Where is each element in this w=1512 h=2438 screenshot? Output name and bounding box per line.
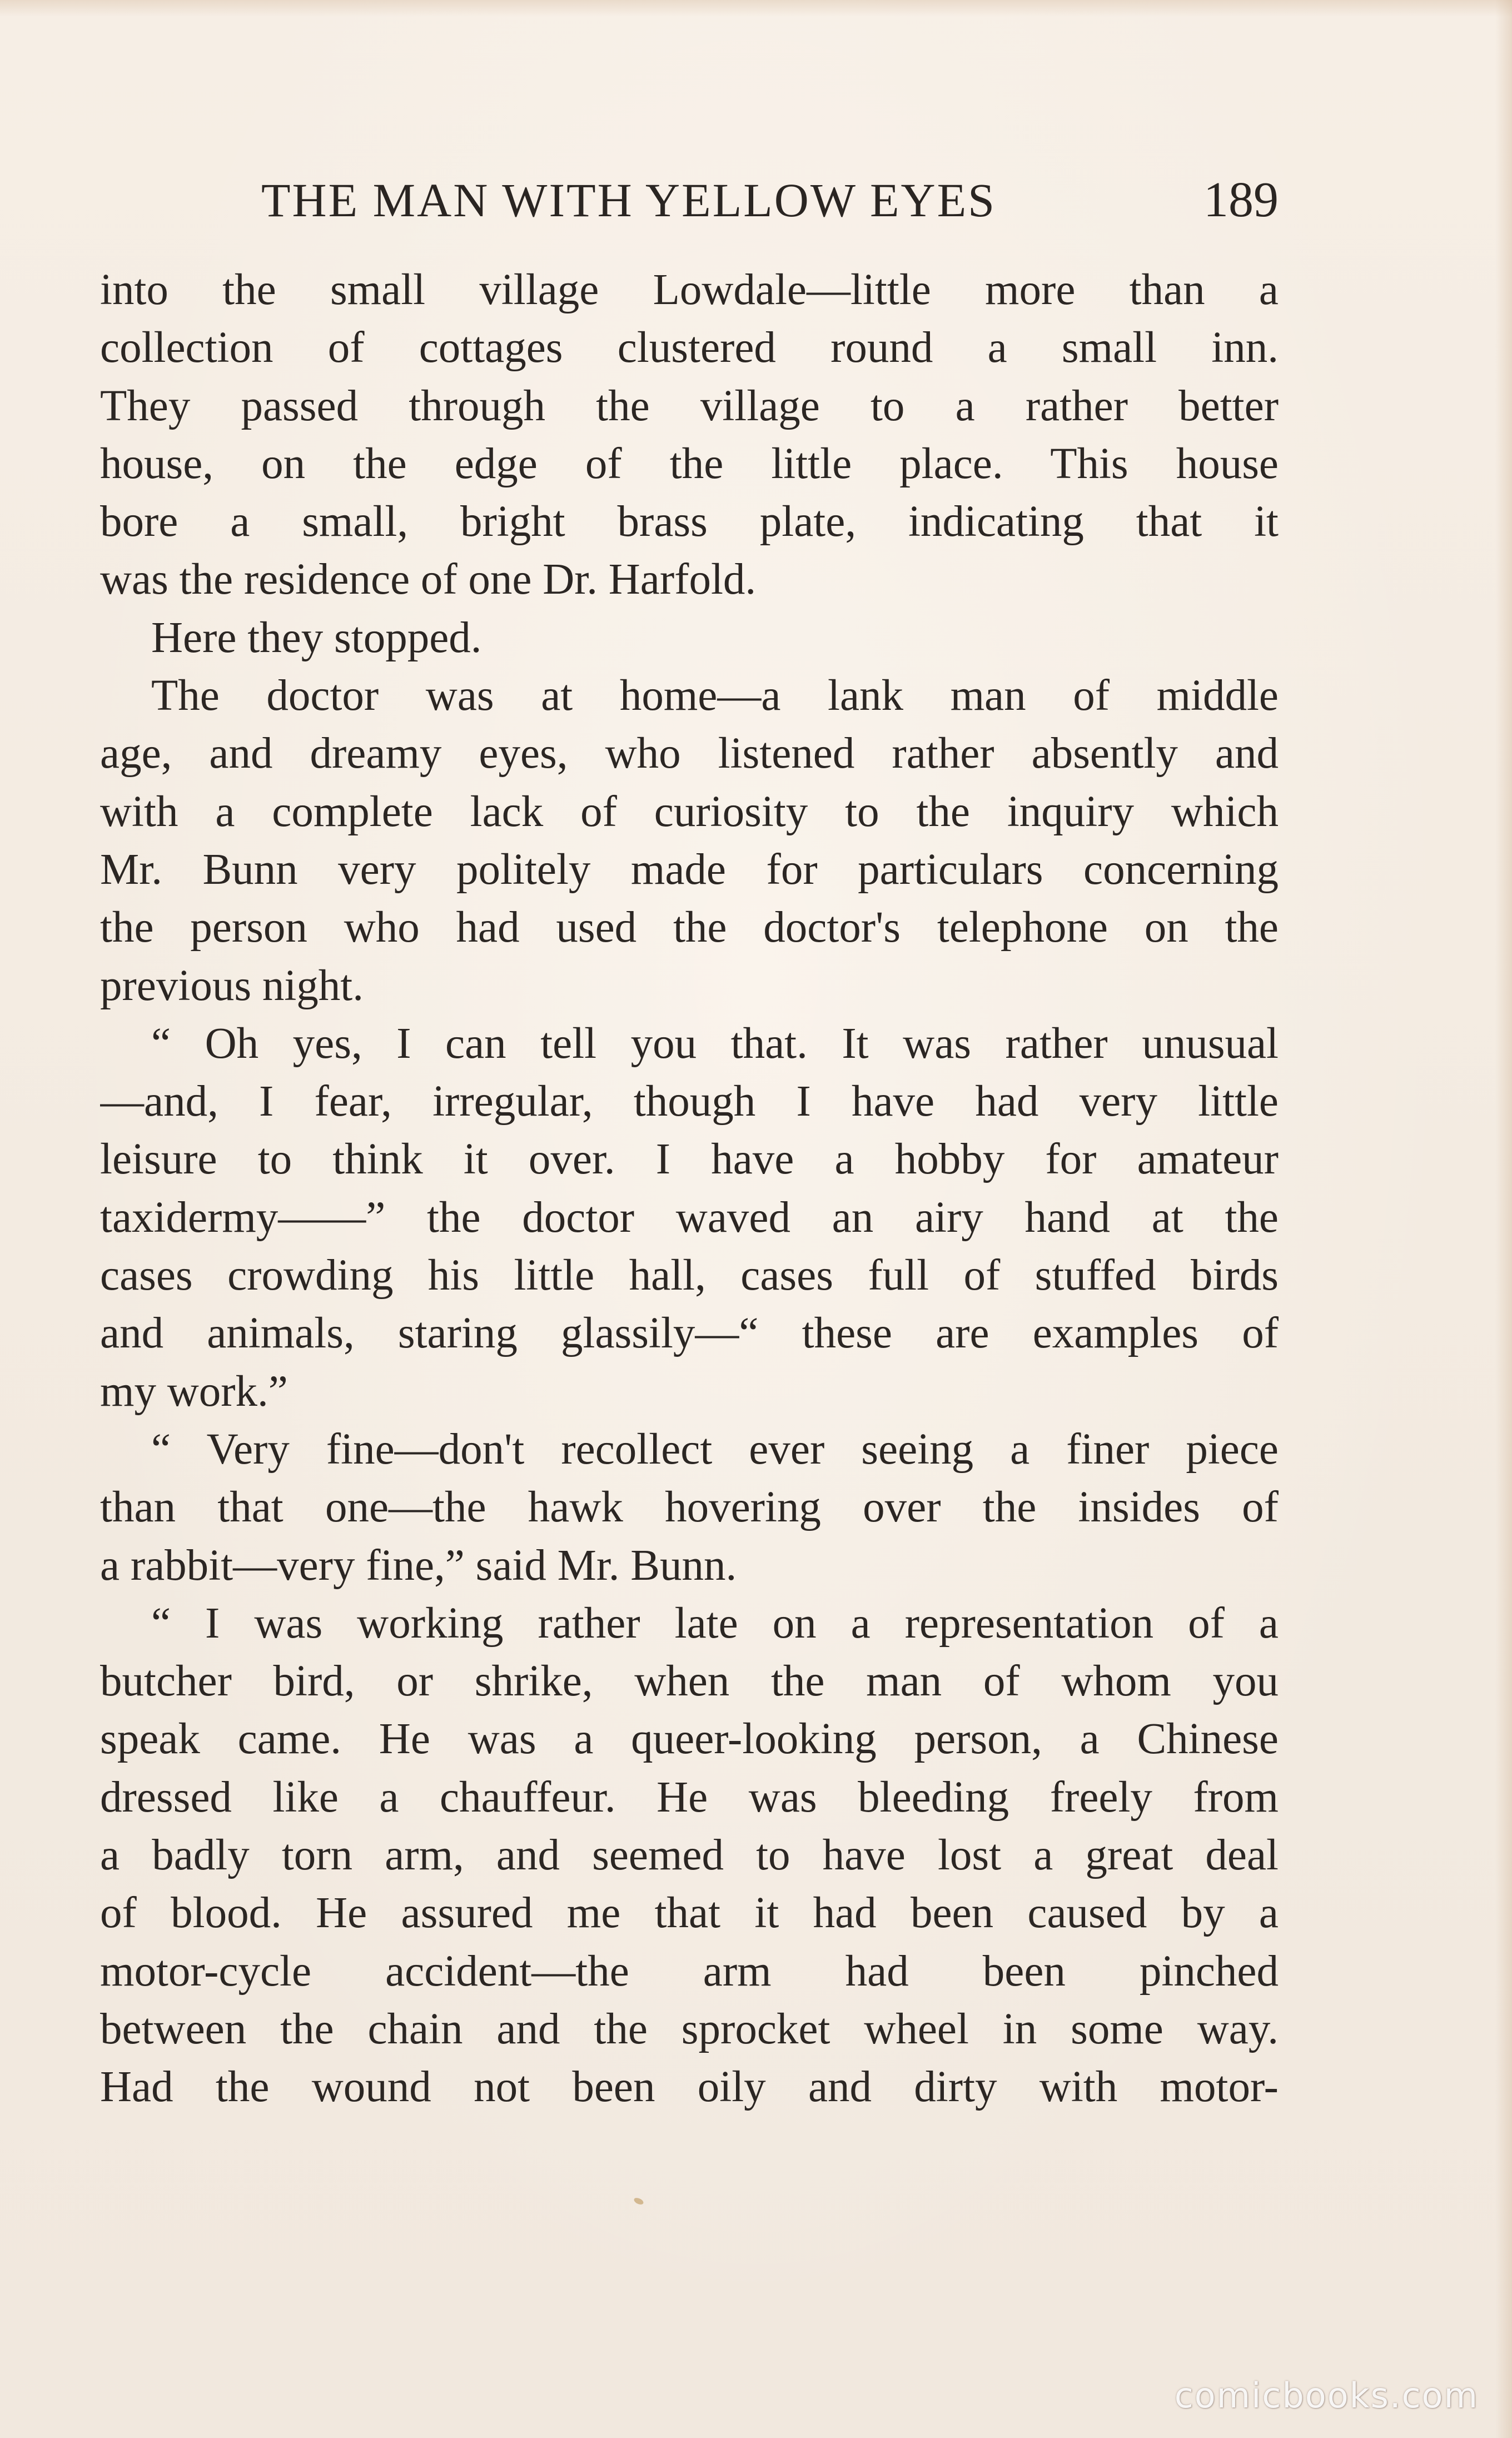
text-line: into the small village Lowdale—little more than a <box>100 266 1279 314</box>
running-head <box>261 167 1279 233</box>
text-line: the person who had used the doctor's telephone on the <box>100 903 1279 952</box>
text-line: —and, I fear, irregular, though I have had very little <box>100 1077 1279 1126</box>
paper-speck <box>633 2197 645 2206</box>
text-line: They passed through the village to a rather better <box>100 381 1279 430</box>
page-edge-right <box>1495 0 1512 2438</box>
running-title: THE MAN WITH YELLOW EYES <box>261 173 996 227</box>
text-line: leisure to think it over. I have a hobby for amateur <box>100 1135 1279 1184</box>
text-line: a rabbit—very fine,” said Mr. Bunn. <box>100 1541 737 1590</box>
text-line: was the residence of one Dr. Harfold. <box>100 555 757 604</box>
text-line: age, and dreamy eyes, who listened rather absently and <box>100 729 1279 778</box>
text-line: “ I was working rather late on a representation of a <box>151 1599 1279 1648</box>
text-line: previous night. <box>100 961 364 1010</box>
text-line: of blood. He assured me that it had been caused by a <box>100 1889 1279 1938</box>
text-line: between the chain and the sprocket wheel in some way. <box>100 2004 1279 2053</box>
watermark: comicbooks.com <box>1174 2375 1479 2416</box>
text-line: Here they stopped. <box>151 613 482 662</box>
text-line: a badly torn arm, and seemed to have lost a great deal <box>100 1831 1279 1880</box>
text-line: house, on the edge of the little place. This house <box>100 439 1279 488</box>
text-line: dressed like a chauffeur. He was bleeding freely from <box>100 1773 1279 1822</box>
text-line: taxidermy——” the doctor waved an airy hand at the <box>100 1193 1279 1242</box>
text-line: The doctor was at home—a lank man of middle <box>151 671 1279 720</box>
text-line: “ Very fine—don't recollect ever seeing a finer piece <box>151 1425 1279 1474</box>
text-line: with a complete lack of curiosity to the inquiry which <box>100 787 1279 836</box>
text-line: speak came. He was a queer-looking person, a Chinese <box>100 1715 1279 1764</box>
text-line: Mr. Bunn very politely made for particulars concerning <box>100 845 1279 894</box>
text-line: and animals, staring glassily—“ these are examples of <box>100 1309 1279 1358</box>
text-line: Had the wound not been oily and dirty with motor- <box>100 2063 1279 2112</box>
body-text <box>100 261 1279 2117</box>
text-line: “ Oh yes, I can tell you that. It was rather unusual <box>151 1019 1279 1068</box>
text-line: cases crowding his little hall, cases full of stuffed birds <box>100 1251 1279 1300</box>
text-line: than that one—the hawk hovering over the insides of <box>100 1483 1279 1532</box>
page-number: 189 <box>1203 172 1279 227</box>
text-line: butcher bird, or shrike, when the man of whom you <box>100 1657 1279 1706</box>
text-line: motor-cycle accident—the arm had been pinched <box>100 1947 1279 1996</box>
text-line: my work.” <box>100 1367 288 1416</box>
page-edge-top <box>0 0 1512 17</box>
text-line: collection of cottages clustered round a small inn. <box>100 324 1279 372</box>
text-line: bore a small, bright brass plate, indicating that it <box>100 497 1279 546</box>
